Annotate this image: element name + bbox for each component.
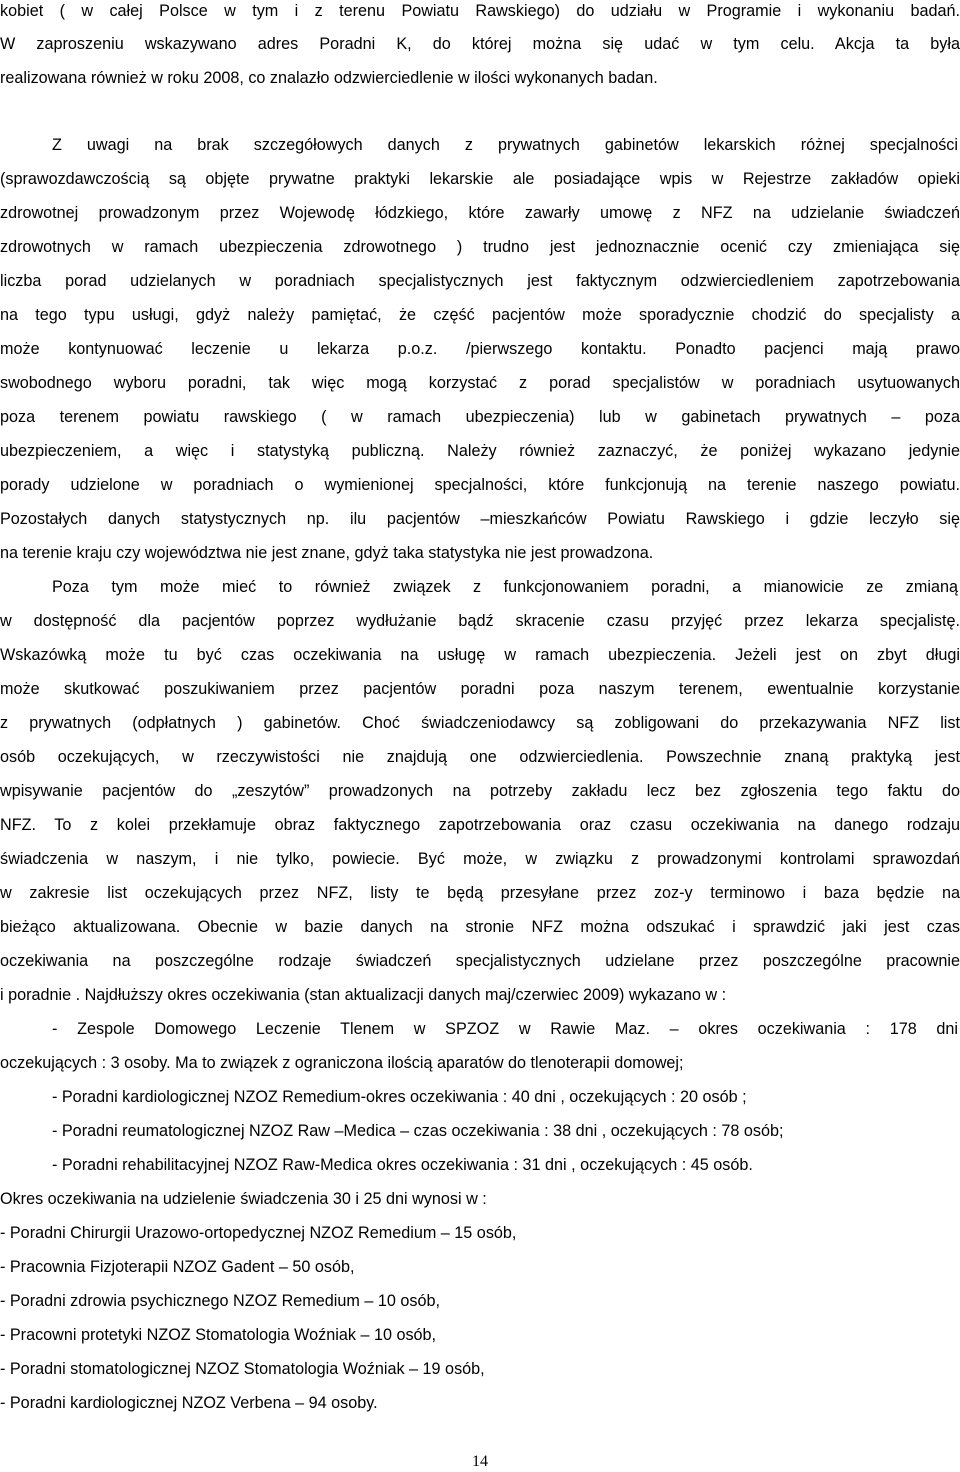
text-line: oczekiwania na poszczególne rodzaje świadczeń specjalistycznych udzielane przez poszczególne pracownie [0, 952, 960, 970]
text-line: poza terenem powiatu rawskiego ( w ramach ubezpieczenia) lub w gabinetach prywatnych – poza [0, 408, 960, 426]
text-line: (sprawozdawczością są objęte prywatne praktyki lekarskie ale posiadające wpis w Rejestrze zakładów opieki [0, 170, 960, 188]
text-line: może kontynuować leczenie u lekarza p.o.z. /pierwszego kontaktu. Ponadto pacjenci mają prawo [0, 340, 960, 358]
text-line: realizowana również w roku 2008, co znalazło odzwierciedlenie w ilości wykonanych badan. [0, 69, 658, 87]
text-line: Pozostałych danych statystycznych np. ilu pacjentów –mieszkańców Powiatu Rawskiego i gdzie leczyło się [0, 510, 960, 528]
list-item: - Poradni kardiologicznej NZOZ Verbena – 94 osoby. [0, 1394, 378, 1412]
text-line: porady udzielone w poradniach o wymienionej specjalności, które funkcjonują na terenie naszego powiatu. [0, 476, 960, 494]
list-item: - Zespole Domowego Leczenie Tlenem w SPZOZ w Rawie Maz. – okres oczekiwania : 178 dni [52, 1020, 958, 1038]
text-line: wpisywanie pacjentów do „zeszytów” prowadzonych na potrzeby zakładu lecz bez zgłoszenia tego faktu do [0, 782, 960, 800]
text-line: na terenie kraju czy województwa nie jest znane, gdyż taka statystyka nie jest prowadzona. [0, 544, 654, 562]
paragraph-start-line: Poza tym może mieć to również związek z funkcjonowaniem poradni, a mianowicie ze zmianą [52, 578, 958, 596]
text-line: zdrowotnej prowadzonym przez Wojewodę łódzkiego, które zawarły umowę z NFZ na udzielanie świadczeń [0, 204, 960, 222]
list-item: - Poradni reumatologicznej NZOZ Raw –Medica – czas oczekiwania : 38 dni , oczekujących : 78 osób; [52, 1122, 784, 1140]
text-line: swobodnego wyboru poradni, tak więc mogą korzystać z porad specjalistów w poradniach usytuowanych [0, 374, 960, 392]
text-line: i poradnie . Najdłuższy okres oczekiwania (stan aktualizacji danych maj/czerwiec 2009) wykazano w : [0, 986, 727, 1004]
text-line: Wskazówką może tu być czas oczekiwania na usługę w ramach ubezpieczenia. Jeżeli jest on zbyt długi [0, 646, 960, 664]
page-number: 14 [472, 1453, 488, 1470]
text-line: ubezpieczeniem, a więc i statystyką publiczną. Należy również zaznaczyć, że poniżej wykazano jedynie [0, 442, 960, 460]
text-line: może skutkować poszukiwaniem przez pacjentów poradni poza naszym terenem, ewentualnie korzystanie [0, 680, 960, 698]
text-line: zdrowotnych w ramach ubezpieczenia zdrowotnego ) trudno jest jednoznacznie ocenić czy zmieniająca się [0, 238, 960, 256]
list-item: - Poradni stomatologicznej NZOZ Stomatologia Woźniak – 19 osób, [0, 1360, 485, 1378]
text-line: liczba porad udzielanych w poradniach specjalistycznych jest faktycznym odzwierciedleniem zapotrzebowania [0, 272, 960, 290]
text-line: NFZ. To z kolei przekłamuje obraz faktycznego zapotrzebowania oraz czasu oczekiwania na danego rodzaju [0, 816, 960, 834]
list-item: - Poradni rehabilitacyjnej NZOZ Raw-Medica okres oczekiwania : 31 dni , oczekujących : 45 osób. [52, 1156, 753, 1174]
text-line: w dostępność dla pacjentów poprzez wydłużanie bądź skracenie czasu przyjęć przez lekarza specjalistę. [0, 612, 960, 630]
text-line: w zakresie list oczekujących przez NFZ, listy te będą przesyłane przez zoz-y terminowo i baza będzie na [0, 884, 960, 902]
text-line: W zaproszeniu wskazywano adres Poradni K, do której można się udać w tym celu. Akcja ta była [0, 35, 960, 53]
text-line: z prywatnych (odpłatnych ) gabinetów. Choć świadczeniodawcy są zobligowani do przekazywania NFZ list [0, 714, 960, 732]
text-line: świadczenia w naszym, i nie tylko, powiecie. Być może, w związku z prowadzonymi kontrolami sprawozdań [0, 850, 960, 868]
text-line: osób oczekujących, w rzeczywistości nie znajdują one odzwierciedlenia. Powszechnie znaną praktyką jest [0, 748, 960, 766]
list-item: - Poradni zdrowia psychicznego NZOZ Remedium – 10 osób, [0, 1292, 440, 1310]
list-item: - Pracownia Fizjoterapii NZOZ Gadent – 50 osób, [0, 1258, 355, 1276]
paragraph-start-line: Z uwagi na brak szczegółowych danych z prywatnych gabinetów lekarskich różnej specjalności [52, 136, 958, 154]
list-item: - Poradni kardiologicznej NZOZ Remedium-okres oczekiwania : 40 dni , oczekujących : 20 osób ; [52, 1088, 747, 1106]
list-item: - Poradni Chirurgii Urazowo-ortopedycznej NZOZ Remedium – 15 osób, [0, 1224, 517, 1242]
text-line: oczekujących : 3 osoby. Ma to związek z ograniczona ilością aparatów do tlenoterapii domowej; [0, 1054, 684, 1072]
text-line: kobiet ( w całej Polsce w tym i z terenu Powiatu Rawskiego) do udziału w Programie i wykonaniu badań. [0, 2, 960, 20]
text-line: bieżąco aktualizowana. Obecnie w bazie danych na stronie NFZ można odszukać i sprawdzić jaki jest czas [0, 918, 960, 936]
text-line: na tego typu usługi, gdyż należy pamiętać, że część pacjentów może sporadycznie chodzić do specjalisty a [0, 306, 960, 324]
text-line: Okres oczekiwania na udzielenie świadczenia 30 i 25 dni wynosi w : [0, 1190, 487, 1208]
list-item: - Pracowni protetyki NZOZ Stomatologia Woźniak – 10 osób, [0, 1326, 437, 1344]
